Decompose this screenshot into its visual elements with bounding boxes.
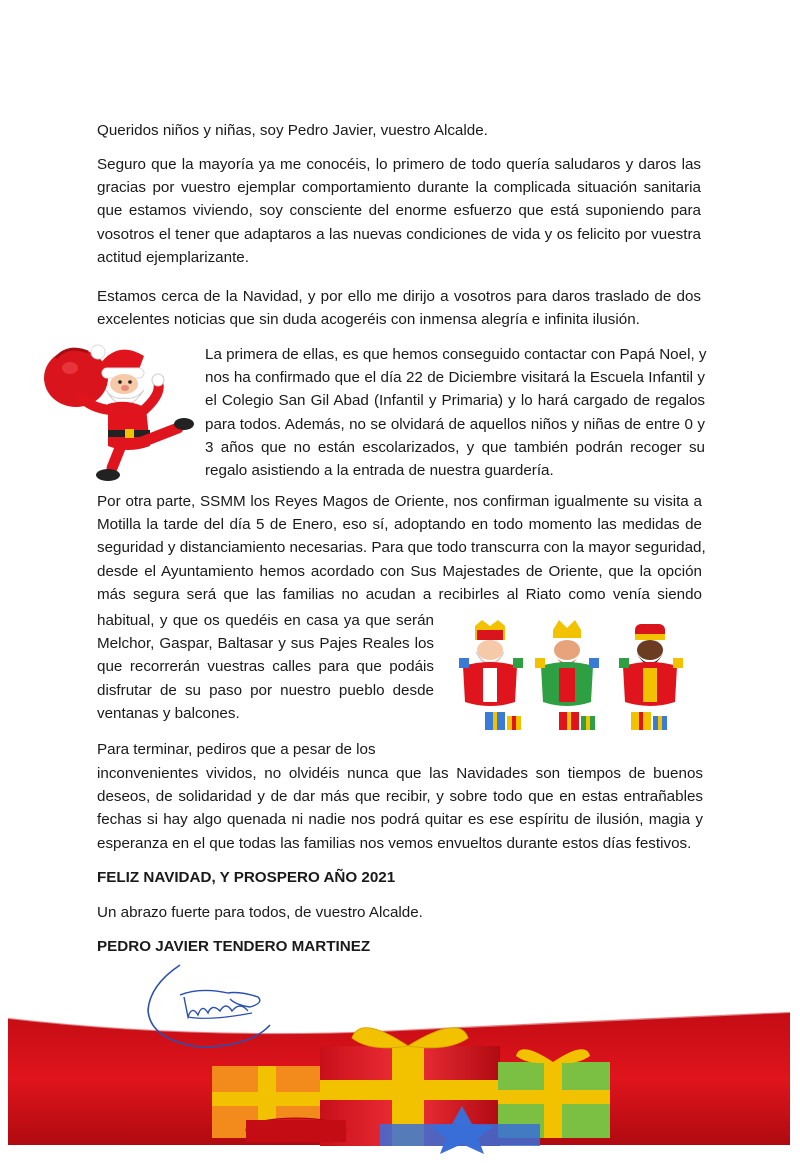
text-line: Estamos cerca de la Navidad, y por ello me dirijo a vosotros para daros traslado de dos bbox=[97, 288, 701, 305]
text-line: disfrutar de su paso por nuestro pueblo desde bbox=[97, 681, 434, 699]
text-line: inconvenientes vividos, no olvidéis nunca que las Navidades son tiempos de buenos bbox=[97, 765, 703, 782]
text-line: gracias por vuestro ejemplar comportamiento durante la complicada situación sanitaria bbox=[97, 179, 701, 197]
paragraph-2 bbox=[97, 285, 701, 331]
text-line: habitual, y que os quedéis en casa ya que serán bbox=[97, 612, 434, 629]
text-line: Seguro que la mayoría ya me conocéis, lo primero de todo quería saludaros y daros las bbox=[97, 156, 701, 173]
text-line: Melchor, Gaspar, Baltasar y sus Pajes Reales los bbox=[97, 635, 434, 653]
santa-claus-icon bbox=[38, 338, 198, 490]
text-line: esperanza en el que todas las familias nos vemos envueltos durante estos días festivos. bbox=[97, 834, 692, 852]
text-line: que recorrerán vuestras calles para que podáis bbox=[97, 658, 434, 676]
three-kings-icon bbox=[455, 620, 693, 738]
text-line: nos ha confirmado que el día 22 de Diciembre visitará la Escuela Infantil y bbox=[205, 369, 705, 387]
text-line: La primera de ellas, es que hemos conseguido contactar con Papá Noel, y bbox=[205, 346, 707, 363]
text-line: fechas si hay algo quenada ni nadie nos podrá quitar es ese espíritu de ilusión, magia y bbox=[97, 811, 703, 829]
text-line: 3 años que no están escolarizados, y que también podrán recoger su bbox=[205, 438, 705, 456]
text-line: para todos. Además, no se olvidará de aquellos niños y niñas de entre 0 y bbox=[205, 415, 705, 433]
text-line: ventanas y balcones. bbox=[97, 704, 240, 722]
closing-line: Un abrazo fuerte para todos, de vuestro Alcalde. bbox=[97, 904, 423, 921]
signature-scribble-icon bbox=[140, 955, 290, 1055]
gift-boxes-icon bbox=[0, 1000, 800, 1163]
signature-name: PEDRO JAVIER TENDERO MARTINEZ bbox=[97, 938, 371, 955]
text-line: excelentes noticias que sin duda acogeréis con inmensa alegría e infinita ilusión. bbox=[97, 311, 640, 329]
text-line: Por otra parte, SSMM los Reyes Magos de Oriente, nos confirman igualmente su visita a bbox=[97, 493, 702, 510]
text-line: Motilla la tarde del día 5 de Enero, eso sí, adoptando en todo momento las medidas de bbox=[97, 516, 702, 534]
text-line: seguridad y distanciamiento necesarias. Para que todo transcurra con la mayor seguridad, bbox=[97, 539, 706, 557]
text-line: más segura será que las familias no acudan a recibirles al Riato como venía siendo bbox=[97, 585, 702, 603]
text-line: vosotros el tener que adaptaros a las nuevas condiciones de vida y os felicito por vuestra bbox=[97, 225, 701, 243]
paragraph-5 bbox=[97, 762, 703, 855]
greeting: Queridos niños y niñas, soy Pedro Javier, vuestro Alcalde. bbox=[97, 122, 488, 139]
text-line: regalo asistiendo a la entrada de nuestra guardería. bbox=[205, 462, 554, 480]
holiday-wish: FELIZ NAVIDAD, Y PROSPERO AÑO 2021 bbox=[97, 869, 396, 886]
paragraph-5-start: Para terminar, pediros que a pesar de los bbox=[97, 741, 376, 758]
paragraph-1 bbox=[97, 153, 701, 269]
paragraph-4-continued bbox=[97, 609, 434, 725]
paragraph-3 bbox=[205, 343, 705, 482]
text-line: deseos, de solidaridad y de dar más que recibir, y sobre todo que en estas entrañables bbox=[97, 788, 703, 806]
text-line: actitud ejemplarizante. bbox=[97, 248, 249, 266]
text-line: desde el Ayuntamiento hemos acordado con Sus Majestades de Oriente, que la opción bbox=[97, 562, 702, 580]
text-line: el Colegio San Gil Abad (Infantil y Primaria) y lo hará cargado de regalos bbox=[205, 392, 705, 410]
text-line: que estamos viviendo, soy consciente del enorme esfuerzo que está suponiendo para bbox=[97, 202, 701, 220]
paragraph-4 bbox=[97, 490, 706, 606]
